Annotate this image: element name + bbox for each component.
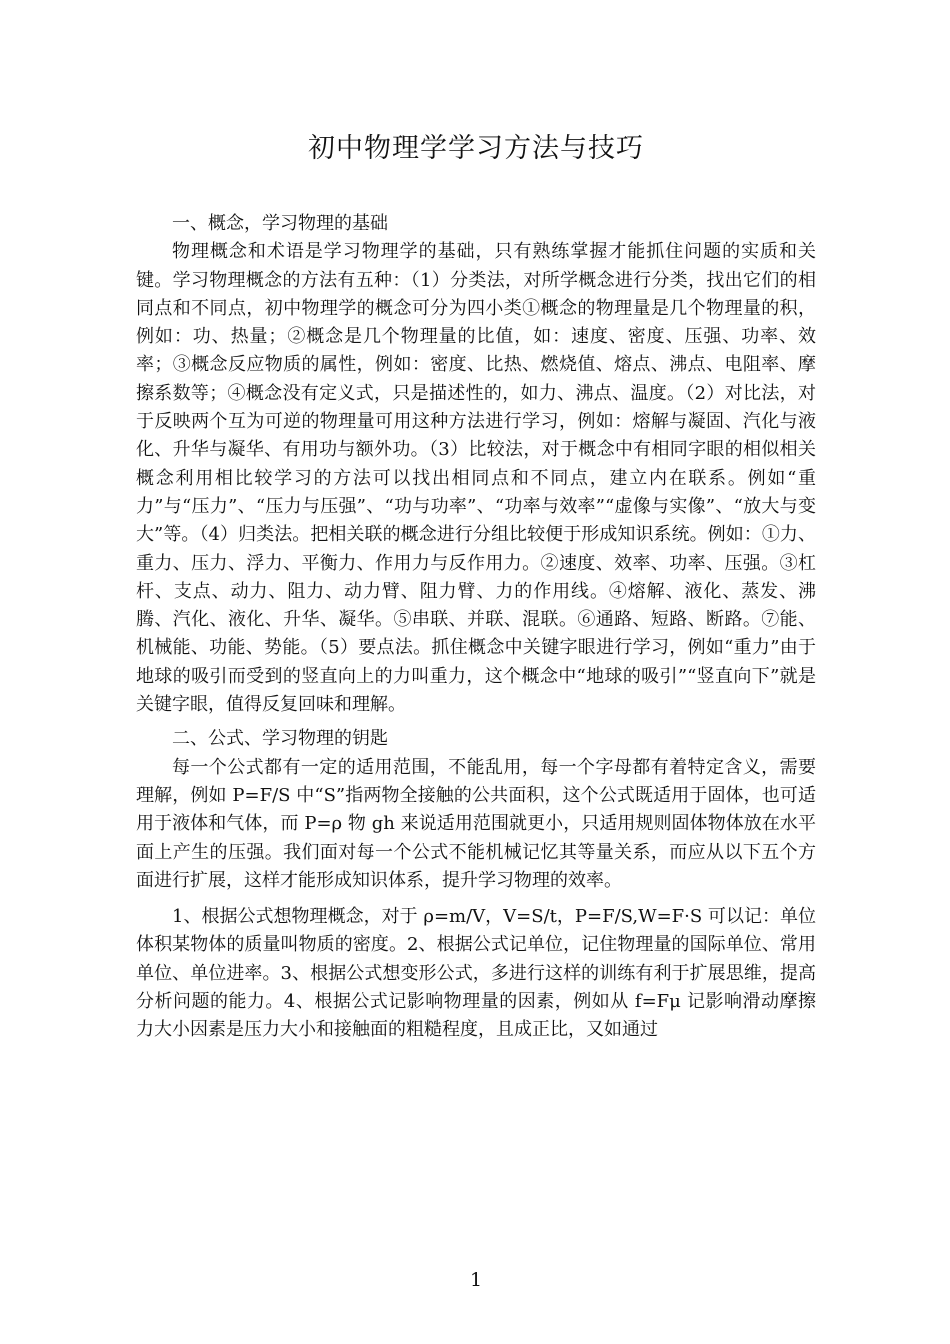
document-title: 初中物理学学习方法与技巧 xyxy=(308,133,644,164)
section-paragraph-2: 每一个公式都有一定的适用范围，不能乱用，每一个字母都有着特定含义，需要理解，例如 P=F/S 中“S”指两物全接触的公共面积，这个公式既适用于固体，也可适用于液体和气体，而 P=ρ 物 gh 来说适用范围就更小，只适用规则固体物体放在水平面上产生的压强。我们面对每一个公式不能机械记忆其等量关系，而应从以下五个方面进行扩展，这样才能形成知识体系，提升学习物理的效率。 xyxy=(136,756,816,891)
document-body xyxy=(136,210,816,1045)
section-heading-1: 一、概念，学习物理的基础 xyxy=(172,213,388,234)
document-page xyxy=(136,0,816,1344)
section-paragraph-1: 物理概念和术语是学习物理学的基础，只有熟练掌握才能抓住问题的实质和关键。学习物理概念的方法有五种：（1）分类法，对所学概念进行分类，找出它们的相同点和不同点，初中物理学的概念可分为四小类①概念的物理量是几个物理量的积，例如：功、热量；②概念是几个物理量的比值，如：速度、密度、压强、功率、效率；③概念反应物质的属性，例如：密度、比热、燃烧值、熔点、沸点、电阻率、摩擦系数等；④概念没有定义式，只是描述性的，如力、沸点、温度。（2）对比法，对于反映两个互为可逆的物理量可用这种方法进行学习，例如：熔解与凝固、汽化与液化、升华与凝华、有用功与额外功。（3）比较法，对于概念中有相同字眼的相似相关概念利用相比较学习的方法可以找出相同点和不同点，建立内在联系。例如“重力”与“压力”、“压力与压强”、“功与功率”、“功率与效率”“虚像与实像”、“放大与变大”等。（4）归类法。把相关联的概念进行分组比较便于形成知识系统。例如：①力、重力、压力、浮力、平衡力、作用力与反作用力。②速度、效率、功率、压强。③杠杆、支点、动力、阻力、动力臂、阻力臂、力的作用线。④熔解、液化、蒸发、沸腾、汽化、液化、升华、凝华。⑤串联、并联、混联。⑥通路、短路、断路。⑦能、机械能、功能、势能。（5）要点法。抓住概念中关键字眼进行学习，例如“重力”由于地球的吸引而受到的竖直向上的力叫重力，这个概念中“地球的吸引”“竖直向下”就是关键字眼，值得反复回味和理解。 xyxy=(136,241,816,716)
section-heading-2: 二、公式、学习物理的钥匙 xyxy=(172,728,388,750)
page-number: 1 xyxy=(469,1269,483,1291)
section-paragraph-3: 1、根据公式想物理概念，对于 ρ=m/V，V=S/t，P=F/S,W=F·S 可以记：单位体积某物体的质量叫物质的密度。2、根据公式记单位，记住物理量的国际单位、常用单位、单位进率。3、根据公式想变形公式，多进行这样的训练有利于扩展思维，提高分析问题的能力。4、根据公式记影响物理量的因素，例如从 f=Fμ 记影响滑动摩擦力大小因素是压力大小和接触面的粗糙程度，且成正比，又如通过 xyxy=(136,906,816,1041)
